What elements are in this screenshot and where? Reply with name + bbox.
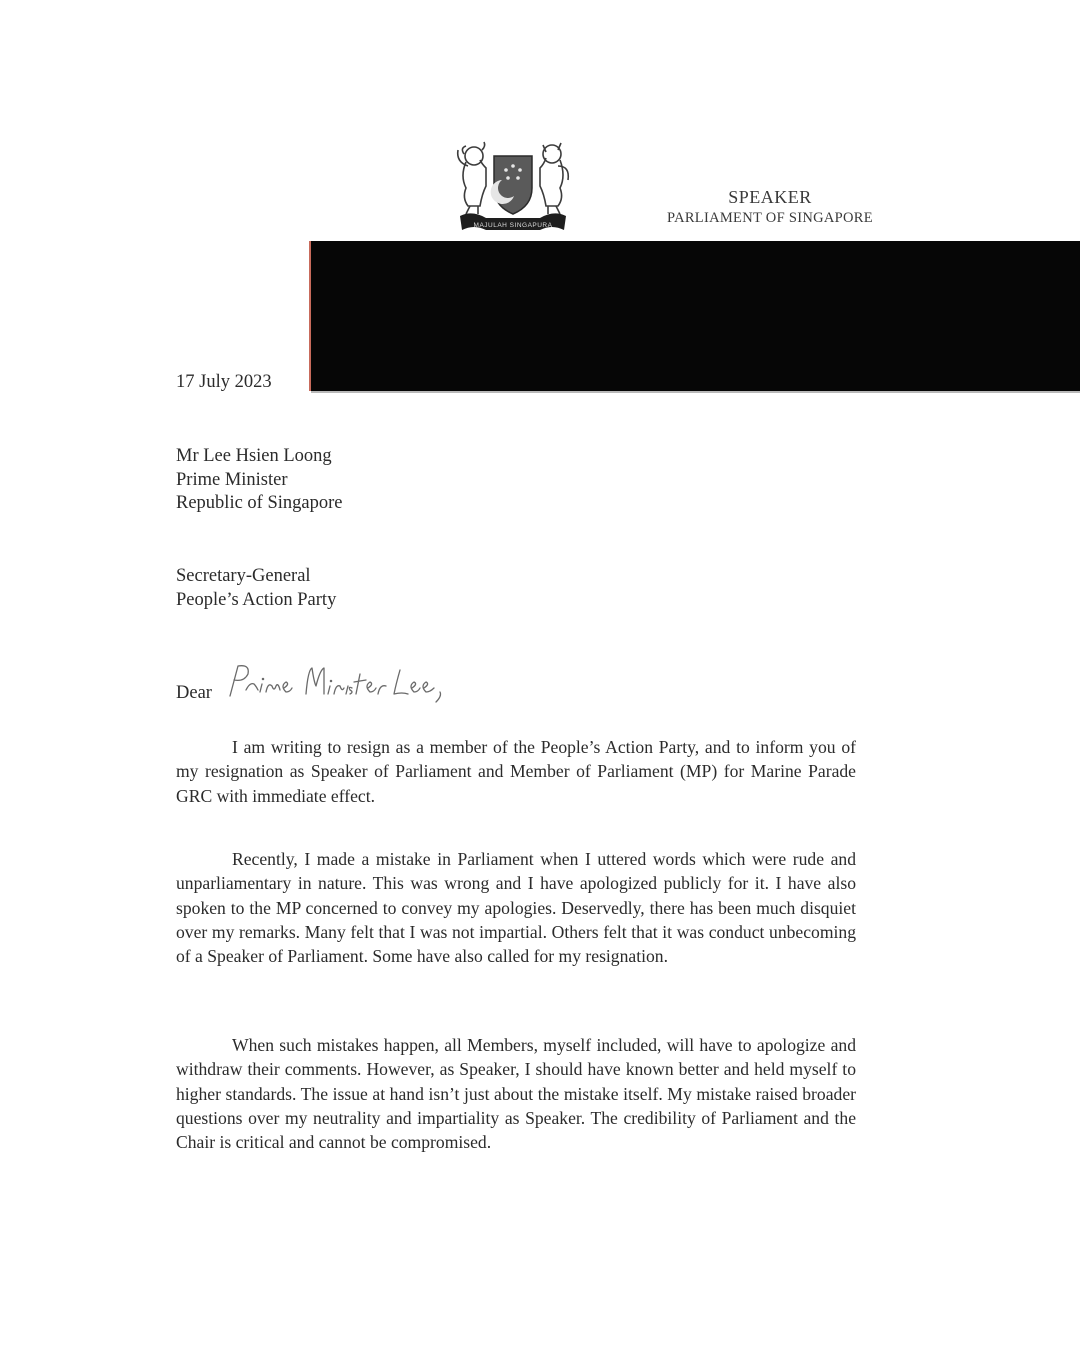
party-position: Secretary-General <box>176 566 311 586</box>
body-paragraph-2: Recently, I made a mistake in Parliament when I uttered words which were rude and unparliamentary in nature. This was wrong and I have apologized publicly for it. I have also spoken to the MP concerned to convey my apologies. Deservedly, there has been much disquiet over my remarks. Many felt that I was not impartial. Others felt that it was conduct unbecoming of a Speaker of Parliament. Some have also called for my resignation. <box>176 849 856 967</box>
coat-of-arms-icon <box>452 136 574 236</box>
redaction-block <box>311 241 1080 391</box>
letterhead <box>640 186 900 228</box>
body-paragraph-3: When such mistakes happen, all Members, myself included, will have to apologize and withdraw their comments. However, as Speaker, I should have known better and held myself to higher standards. The issue at hand isn’t just about the mistake itself. My mistake raised broader questions over my neutrality and impartiality as Speaker. The credibility of Parliament and the Chair is critical and cannot be compromised. <box>176 1035 856 1153</box>
addressee-block <box>176 445 342 516</box>
addressee-name: Mr Lee Hsien Loong <box>176 446 332 466</box>
letterhead-title: SPEAKER <box>728 187 812 207</box>
body-paragraph-1: I am writing to resign as a member of the People’s Action Party, and to inform you of my resignation as Speaker of Parliament and Member of Parliament (MP) for Marine Parade GRC with immediate effect. <box>176 737 856 806</box>
addressee-country: Republic of Singapore <box>176 493 343 513</box>
salutation <box>176 660 460 704</box>
party-name: People’s Action Party <box>176 589 337 610</box>
handwritten-salutation <box>220 660 460 704</box>
svg-text:MAJULAH SINGAPURA: MAJULAH SINGAPURA <box>473 222 553 229</box>
addressee-position: Prime Minister <box>176 469 288 490</box>
letter-date: 17 July 2023 <box>176 372 272 392</box>
party-role-block <box>176 565 336 612</box>
salutation-printed: Dear <box>176 683 212 703</box>
letterhead-organization: PARLIAMENT OF SINGAPORE <box>667 210 873 226</box>
